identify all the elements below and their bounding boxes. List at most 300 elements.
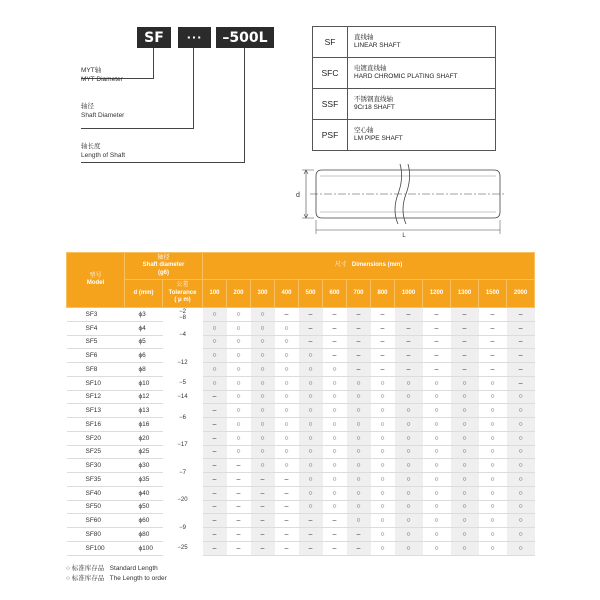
availability-cell: ○ bbox=[275, 376, 299, 390]
availability-cell: ○ bbox=[275, 404, 299, 418]
label-myt-cn: MYT轴 bbox=[81, 67, 102, 74]
availability-cell: – bbox=[251, 528, 275, 542]
availability-cell: ○ bbox=[479, 459, 507, 473]
diameter-cell: ϕ50 bbox=[125, 500, 163, 514]
model-cell: SF6 bbox=[67, 349, 125, 363]
availability-cell: ○ bbox=[507, 541, 535, 555]
availability-cell: ○ bbox=[451, 541, 479, 555]
spec-table bbox=[66, 252, 535, 556]
availability-cell: ○ bbox=[371, 445, 395, 459]
label-shaft-length bbox=[81, 143, 125, 160]
availability-cell: ○ bbox=[451, 459, 479, 473]
availability-cell: – bbox=[299, 541, 323, 555]
type-desc-cn: 空心轴 bbox=[354, 127, 374, 134]
availability-cell: ○ bbox=[423, 514, 451, 528]
legend-order-en: The Length to order bbox=[109, 575, 167, 582]
type-code: SF bbox=[313, 27, 348, 58]
availability-cell: ○ bbox=[203, 349, 227, 363]
availability-cell: ○ bbox=[371, 418, 395, 432]
availability-cell: ○ bbox=[371, 459, 395, 473]
availability-cell: ○ bbox=[371, 431, 395, 445]
availability-cell: – bbox=[395, 308, 423, 322]
type-desc-cn: 不锈钢直线轴 bbox=[354, 96, 393, 103]
availability-cell: – bbox=[347, 321, 371, 335]
header-length-600: 600 bbox=[323, 280, 347, 308]
table-row bbox=[67, 431, 535, 445]
availability-cell: – bbox=[323, 514, 347, 528]
leader-line-model bbox=[153, 48, 154, 79]
table-row bbox=[67, 541, 535, 555]
diameter-cell: ϕ16 bbox=[125, 418, 163, 432]
availability-cell: ○ bbox=[507, 404, 535, 418]
type-code: PSF bbox=[313, 120, 348, 151]
header-length-800: 800 bbox=[371, 280, 395, 308]
availability-cell: – bbox=[203, 459, 227, 473]
availability-cell: ○ bbox=[423, 528, 451, 542]
availability-cell: ○ bbox=[451, 445, 479, 459]
availability-cell: ○ bbox=[395, 486, 423, 500]
availability-cell: ○ bbox=[371, 500, 395, 514]
legend-standard bbox=[66, 563, 158, 572]
length-label: L bbox=[402, 233, 406, 238]
availability-cell: ○ bbox=[395, 376, 423, 390]
availability-cell: ○ bbox=[479, 541, 507, 555]
model-cell: SF80 bbox=[67, 528, 125, 542]
availability-cell: ○ bbox=[479, 418, 507, 432]
header-shaft-en: Shaft diameter bbox=[142, 262, 185, 269]
model-cell: SF16 bbox=[67, 418, 125, 432]
model-cell: SF8 bbox=[67, 363, 125, 377]
availability-cell: ○ bbox=[203, 308, 227, 322]
availability-cell: ○ bbox=[251, 431, 275, 445]
tolerance-cell bbox=[163, 431, 203, 459]
type-desc-en: LM PIPE SHAFT bbox=[354, 135, 403, 142]
availability-cell: ○ bbox=[479, 445, 507, 459]
availability-cell: – bbox=[203, 404, 227, 418]
availability-cell: ○ bbox=[323, 404, 347, 418]
header-tol-cn: 公差 bbox=[176, 282, 189, 289]
availability-cell: ○ bbox=[299, 376, 323, 390]
availability-cell: ○ bbox=[507, 486, 535, 500]
table-row bbox=[67, 418, 535, 432]
tolerance-cell bbox=[163, 541, 203, 555]
availability-cell: ○ bbox=[507, 473, 535, 487]
availability-cell: ○ bbox=[507, 431, 535, 445]
availability-cell: ○ bbox=[395, 418, 423, 432]
availability-cell: ○ bbox=[299, 500, 323, 514]
availability-cell: ○ bbox=[275, 431, 299, 445]
header-model bbox=[67, 253, 125, 308]
availability-cell: – bbox=[299, 335, 323, 349]
type-desc-en: LINEAR SHAFT bbox=[354, 42, 401, 49]
availability-cell: – bbox=[275, 500, 299, 514]
availability-cell: ○ bbox=[479, 431, 507, 445]
availability-cell: ○ bbox=[275, 363, 299, 377]
availability-cell: ○ bbox=[371, 376, 395, 390]
tolerance-cell bbox=[163, 321, 203, 349]
availability-cell: ○ bbox=[423, 473, 451, 487]
availability-cell: ○ bbox=[507, 514, 535, 528]
header-model-cn: 型号 bbox=[89, 272, 102, 279]
type-code: SSF bbox=[313, 89, 348, 120]
availability-cell: – bbox=[203, 445, 227, 459]
tolerance-value: −6 bbox=[179, 414, 186, 421]
availability-cell: – bbox=[507, 321, 535, 335]
availability-cell: ○ bbox=[371, 514, 395, 528]
availability-cell: ○ bbox=[347, 404, 371, 418]
legend-standard-symbol: ○ bbox=[66, 565, 70, 572]
availability-cell: – bbox=[299, 321, 323, 335]
availability-cell: ○ bbox=[507, 445, 535, 459]
availability-cell: ○ bbox=[423, 418, 451, 432]
type-desc bbox=[348, 89, 496, 120]
availability-cell: – bbox=[251, 486, 275, 500]
availability-cell: ○ bbox=[275, 418, 299, 432]
availability-cell: – bbox=[251, 500, 275, 514]
availability-cell: ○ bbox=[299, 486, 323, 500]
availability-cell: – bbox=[479, 363, 507, 377]
availability-cell: ○ bbox=[371, 486, 395, 500]
model-cell: SF40 bbox=[67, 486, 125, 500]
availability-cell: ○ bbox=[507, 459, 535, 473]
header-length-1200: 1200 bbox=[423, 280, 451, 308]
availability-cell: – bbox=[507, 376, 535, 390]
length-code-box: –500L bbox=[216, 27, 274, 48]
tolerance-cell bbox=[163, 514, 203, 542]
availability-cell: ○ bbox=[299, 390, 323, 404]
availability-cell: ○ bbox=[395, 500, 423, 514]
availability-cell: ○ bbox=[227, 349, 251, 363]
availability-cell: – bbox=[371, 335, 395, 349]
table-row bbox=[67, 514, 535, 528]
availability-cell: – bbox=[371, 321, 395, 335]
availability-cell: – bbox=[299, 308, 323, 322]
availability-cell: ○ bbox=[323, 473, 347, 487]
header-dim-en: Dimensions (mm) bbox=[351, 262, 403, 269]
table-row bbox=[67, 445, 535, 459]
header-length-1300: 1300 bbox=[451, 280, 479, 308]
diameter-cell: ϕ3 bbox=[125, 308, 163, 322]
availability-cell: ○ bbox=[323, 431, 347, 445]
availability-cell: – bbox=[395, 349, 423, 363]
type-row bbox=[313, 58, 496, 89]
availability-cell: ○ bbox=[451, 404, 479, 418]
availability-cell: – bbox=[251, 473, 275, 487]
availability-cell: ○ bbox=[451, 500, 479, 514]
availability-cell: ○ bbox=[423, 541, 451, 555]
availability-cell: ○ bbox=[507, 390, 535, 404]
availability-cell: ○ bbox=[203, 335, 227, 349]
availability-cell: – bbox=[479, 308, 507, 322]
availability-cell: – bbox=[347, 528, 371, 542]
availability-cell: ○ bbox=[479, 376, 507, 390]
header-length-300: 300 bbox=[251, 280, 275, 308]
type-desc bbox=[348, 120, 496, 151]
availability-cell: – bbox=[203, 390, 227, 404]
label-myt-en: MYT Diameter bbox=[81, 75, 123, 83]
availability-cell: – bbox=[347, 349, 371, 363]
availability-cell: ○ bbox=[227, 363, 251, 377]
availability-cell: ○ bbox=[299, 404, 323, 418]
availability-cell: ○ bbox=[423, 459, 451, 473]
availability-cell: ○ bbox=[347, 486, 371, 500]
availability-cell: – bbox=[347, 308, 371, 322]
tolerance-value: −12 bbox=[177, 359, 188, 366]
model-cell: SF30 bbox=[67, 459, 125, 473]
availability-cell: ○ bbox=[423, 376, 451, 390]
availability-cell: ○ bbox=[347, 514, 371, 528]
type-code: SFC bbox=[313, 58, 348, 89]
availability-cell: ○ bbox=[371, 528, 395, 542]
availability-cell: – bbox=[347, 335, 371, 349]
header-length-100: 100 bbox=[203, 280, 227, 308]
availability-cell: – bbox=[507, 349, 535, 363]
diameter-cell: ϕ8 bbox=[125, 363, 163, 377]
availability-cell: ○ bbox=[451, 431, 479, 445]
availability-cell: ○ bbox=[299, 431, 323, 445]
tolerance-value: −4 bbox=[179, 332, 186, 338]
availability-cell: ○ bbox=[323, 363, 347, 377]
table-row bbox=[67, 500, 535, 514]
model-cell: SF3 bbox=[67, 308, 125, 322]
availability-cell: ○ bbox=[347, 376, 371, 390]
availability-cell: ○ bbox=[227, 335, 251, 349]
availability-cell: ○ bbox=[227, 404, 251, 418]
availability-cell: – bbox=[203, 486, 227, 500]
label-myt-diameter bbox=[81, 67, 123, 84]
availability-cell: ○ bbox=[423, 486, 451, 500]
legend-to-order bbox=[66, 573, 167, 582]
diameter-cell: ϕ35 bbox=[125, 473, 163, 487]
header-dimensions bbox=[203, 253, 535, 280]
availability-cell: ○ bbox=[507, 418, 535, 432]
label-length-cn: 轴长度 bbox=[81, 143, 101, 150]
availability-cell: – bbox=[371, 349, 395, 363]
header-shaft-cn: 轴径 bbox=[157, 254, 170, 261]
availability-cell: ○ bbox=[275, 335, 299, 349]
availability-cell: – bbox=[451, 321, 479, 335]
availability-cell: – bbox=[423, 321, 451, 335]
availability-cell: ○ bbox=[395, 404, 423, 418]
availability-cell: – bbox=[251, 514, 275, 528]
table-row bbox=[67, 335, 535, 349]
leader-line-diameter bbox=[193, 48, 194, 129]
availability-cell: ○ bbox=[395, 459, 423, 473]
availability-cell: ○ bbox=[371, 541, 395, 555]
availability-cell: – bbox=[479, 349, 507, 363]
availability-cell: – bbox=[423, 308, 451, 322]
availability-cell: ○ bbox=[227, 418, 251, 432]
tolerance-value: −7 bbox=[179, 469, 186, 476]
header-length-500: 500 bbox=[299, 280, 323, 308]
model-cell: SF20 bbox=[67, 431, 125, 445]
availability-cell: ○ bbox=[203, 376, 227, 390]
model-cell: SF12 bbox=[67, 390, 125, 404]
tolerance-value: −14 bbox=[177, 393, 188, 400]
availability-cell: – bbox=[227, 500, 251, 514]
availability-cell: – bbox=[423, 349, 451, 363]
availability-cell: – bbox=[227, 459, 251, 473]
availability-cell: – bbox=[275, 486, 299, 500]
availability-cell: ○ bbox=[251, 459, 275, 473]
diameter-cell: ϕ25 bbox=[125, 445, 163, 459]
tolerance-value: −9 bbox=[179, 524, 186, 531]
availability-cell: – bbox=[323, 321, 347, 335]
availability-cell: ○ bbox=[395, 528, 423, 542]
availability-cell: – bbox=[347, 363, 371, 377]
availability-cell: ○ bbox=[251, 404, 275, 418]
diameter-cell: ϕ4 bbox=[125, 321, 163, 335]
table-row bbox=[67, 390, 535, 404]
availability-cell: ○ bbox=[479, 473, 507, 487]
diameter-cell: ϕ80 bbox=[125, 528, 163, 542]
availability-cell: ○ bbox=[395, 514, 423, 528]
availability-cell: ○ bbox=[423, 431, 451, 445]
availability-cell: – bbox=[451, 349, 479, 363]
legend-standard-en: Standard Length bbox=[109, 565, 158, 572]
availability-cell: – bbox=[203, 473, 227, 487]
label-shaft-en: Shaft Diameter bbox=[81, 111, 125, 119]
availability-cell: – bbox=[227, 514, 251, 528]
availability-cell: ○ bbox=[371, 404, 395, 418]
tolerance-value: −25 bbox=[177, 545, 188, 552]
availability-cell: ○ bbox=[347, 418, 371, 432]
availability-cell: – bbox=[227, 541, 251, 555]
availability-cell: – bbox=[323, 541, 347, 555]
type-desc-en: 9Cr18 SHAFT bbox=[354, 104, 395, 111]
legend-order-cn: 标准库存品 bbox=[71, 575, 105, 582]
availability-cell: ○ bbox=[251, 335, 275, 349]
table-row bbox=[67, 486, 535, 500]
availability-cell: ○ bbox=[347, 390, 371, 404]
availability-cell: ○ bbox=[479, 390, 507, 404]
availability-cell: – bbox=[323, 349, 347, 363]
tolerance-value: −17 bbox=[177, 442, 188, 448]
type-row bbox=[313, 120, 496, 151]
diameter-cell: ϕ100 bbox=[125, 541, 163, 555]
availability-cell: – bbox=[323, 308, 347, 322]
availability-cell: ○ bbox=[395, 541, 423, 555]
tolerance-value: −8 bbox=[179, 314, 186, 321]
availability-cell: – bbox=[507, 335, 535, 349]
model-cell: SF60 bbox=[67, 514, 125, 528]
type-desc-cn: 直线轴 bbox=[354, 34, 374, 41]
availability-cell: ○ bbox=[275, 321, 299, 335]
diameter-cell: ϕ5 bbox=[125, 335, 163, 349]
availability-cell: ○ bbox=[251, 321, 275, 335]
header-d-mm: d (mm) bbox=[125, 280, 163, 308]
table-row bbox=[67, 376, 535, 390]
availability-cell: – bbox=[507, 308, 535, 322]
diameter-label: d bbox=[296, 192, 300, 199]
diameter-cell: ϕ12 bbox=[125, 390, 163, 404]
availability-cell: ○ bbox=[423, 500, 451, 514]
availability-cell: ○ bbox=[451, 528, 479, 542]
availability-cell: ○ bbox=[251, 390, 275, 404]
availability-cell: – bbox=[227, 486, 251, 500]
availability-cell: ○ bbox=[347, 459, 371, 473]
availability-cell: ○ bbox=[227, 376, 251, 390]
availability-cell: – bbox=[203, 528, 227, 542]
availability-cell: – bbox=[395, 335, 423, 349]
header-length-200: 200 bbox=[227, 280, 251, 308]
availability-cell: – bbox=[423, 335, 451, 349]
availability-cell: – bbox=[203, 514, 227, 528]
availability-cell: ○ bbox=[323, 486, 347, 500]
availability-cell: ○ bbox=[251, 349, 275, 363]
availability-cell: ○ bbox=[479, 528, 507, 542]
availability-cell: ○ bbox=[451, 418, 479, 432]
label-shaft-diameter bbox=[81, 103, 124, 120]
type-desc bbox=[348, 58, 496, 89]
shaft-type-table bbox=[312, 26, 496, 151]
availability-cell: ○ bbox=[299, 349, 323, 363]
availability-cell: – bbox=[299, 528, 323, 542]
table-row bbox=[67, 308, 535, 322]
availability-cell: ○ bbox=[323, 500, 347, 514]
tolerance-cell bbox=[163, 390, 203, 404]
availability-cell: ○ bbox=[479, 514, 507, 528]
diameter-cell: ϕ10 bbox=[125, 376, 163, 390]
type-desc-en: HARD CHROMIC PLATING SHAFT bbox=[354, 73, 458, 80]
availability-cell: ○ bbox=[451, 473, 479, 487]
availability-cell: – bbox=[479, 335, 507, 349]
availability-cell: ○ bbox=[347, 473, 371, 487]
availability-cell: – bbox=[451, 308, 479, 322]
availability-cell: – bbox=[479, 321, 507, 335]
table-row bbox=[67, 349, 535, 363]
header-tol-en: Tolerance bbox=[168, 289, 197, 296]
tolerance-value: −2 bbox=[179, 308, 186, 315]
type-desc bbox=[348, 27, 496, 58]
availability-cell: ○ bbox=[299, 459, 323, 473]
availability-cell: – bbox=[275, 541, 299, 555]
availability-cell: – bbox=[203, 431, 227, 445]
availability-cell: – bbox=[451, 335, 479, 349]
availability-cell: ○ bbox=[275, 390, 299, 404]
availability-cell: ○ bbox=[251, 363, 275, 377]
model-code-box: SF bbox=[137, 27, 171, 48]
availability-cell: ○ bbox=[203, 321, 227, 335]
table-row bbox=[67, 404, 535, 418]
availability-cell: ○ bbox=[251, 376, 275, 390]
availability-cell: ○ bbox=[395, 390, 423, 404]
table-row bbox=[67, 363, 535, 377]
header-length-2000: 2000 bbox=[507, 280, 535, 308]
availability-cell: ○ bbox=[251, 418, 275, 432]
availability-cell: – bbox=[371, 363, 395, 377]
header-tolerance bbox=[163, 280, 203, 308]
table-row bbox=[67, 321, 535, 335]
availability-cell: ○ bbox=[395, 431, 423, 445]
availability-cell: ○ bbox=[323, 445, 347, 459]
diameter-cell: ϕ6 bbox=[125, 349, 163, 363]
table-row bbox=[67, 473, 535, 487]
table-row bbox=[67, 528, 535, 542]
header-model-en: Model bbox=[86, 280, 105, 286]
type-row bbox=[313, 27, 496, 58]
model-cell: SF25 bbox=[67, 445, 125, 459]
tolerance-cell bbox=[163, 349, 203, 377]
tolerance-value: −5 bbox=[179, 380, 186, 387]
availability-cell: – bbox=[323, 335, 347, 349]
availability-cell: – bbox=[275, 308, 299, 322]
header-shaft-diameter bbox=[125, 253, 203, 280]
availability-cell: ○ bbox=[451, 390, 479, 404]
availability-cell: ○ bbox=[323, 390, 347, 404]
diameter-cell: ϕ40 bbox=[125, 486, 163, 500]
model-cell: SF35 bbox=[67, 473, 125, 487]
